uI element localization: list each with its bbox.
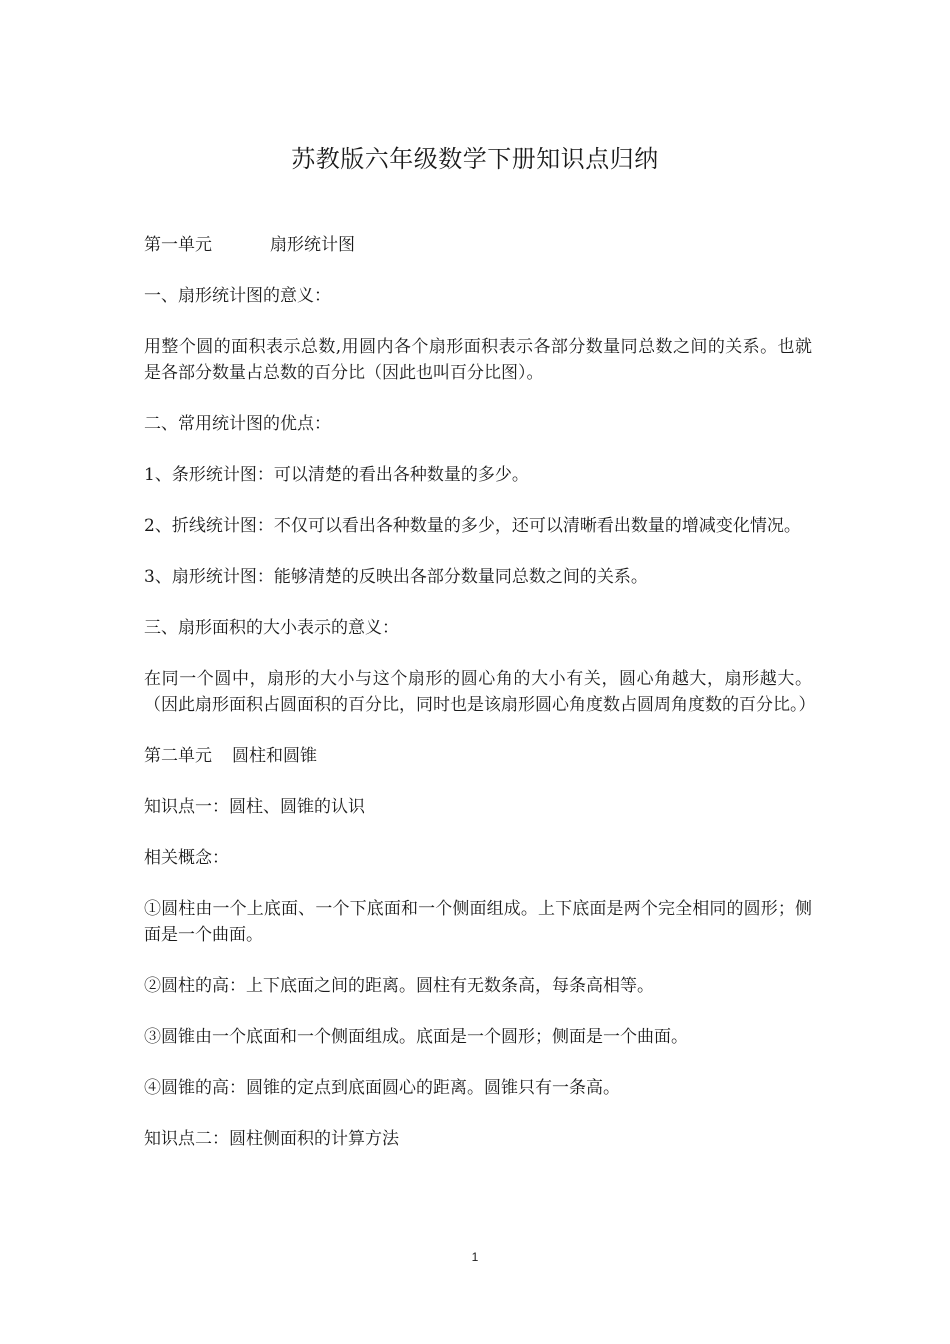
knowledge-point-2-heading: 知识点二：圆柱侧面积的计算方法 <box>144 1129 399 1149</box>
section-1-body: 用整个圆的面积表示总数,用圆内各个扇形面积表示各部分数量同总数之间的关系。也就是各部分数量占总数的百分比（因此也叫百分比图）。 <box>144 337 812 383</box>
concept-cone-height: ④圆锥的高：圆锥的定点到底面圆心的距离。圆锥只有一条高。 <box>144 1078 620 1098</box>
section-3-heading: 三、扇形面积的大小表示的意义： <box>144 618 399 638</box>
unit-1-name: 扇形统计图 <box>270 235 355 255</box>
knowledge-point-1-heading: 知识点一：圆柱、圆锥的认识 <box>144 797 365 817</box>
concept-cone-parts: ③圆锥由一个底面和一个侧面组成。底面是一个圆形；侧面是一个曲面。 <box>144 1027 688 1047</box>
unit-1-heading <box>144 232 812 258</box>
section-2-item-line-chart: 2、折线统计图：不仅可以看出各种数量的多少，还可以清晰看出数量的增减变化情况。 <box>144 516 801 536</box>
section-2-heading: 二、常用统计图的优点： <box>144 414 331 434</box>
unit-1-label: 第一单元 <box>144 235 212 255</box>
section-2-item-bar-chart: 1、条形统计图：可以清楚的看出各种数量的多少。 <box>144 465 529 485</box>
section-1-heading: 一、扇形统计图的意义： <box>144 286 331 306</box>
document-body <box>144 232 816 1177</box>
section-2-item-pie-chart: 3、扇形统计图：能够清楚的反映出各部分数量同总数之间的关系。 <box>144 567 648 587</box>
unit-2-heading <box>144 743 812 769</box>
concept-cylinder-parts: ①圆柱由一个上底面、一个下底面和一个侧面组成。上下底面是两个完全相同的圆形；侧面是一个曲面。 <box>144 899 812 945</box>
unit-2-name: 圆柱和圆锥 <box>232 746 317 766</box>
document-title: 苏教版六年级数学下册知识点归纳 <box>291 145 659 173</box>
concept-cylinder-height: ②圆柱的高：上下底面之间的距离。圆柱有无数条高，每条高相等。 <box>144 976 654 996</box>
concepts-heading: 相关概念： <box>144 848 229 868</box>
section-3-body: 在同一个圆中，扇形的大小与这个扇形的圆心角的大小有关，圆心角越大，扇形越大。（因此扇形面积占圆面积的百分比，同时也是该扇形圆心角度数占圆周角度数的百分比。） <box>144 669 816 715</box>
unit-2-label: 第二单元 <box>144 746 212 766</box>
page-number: 1 <box>471 1250 479 1264</box>
